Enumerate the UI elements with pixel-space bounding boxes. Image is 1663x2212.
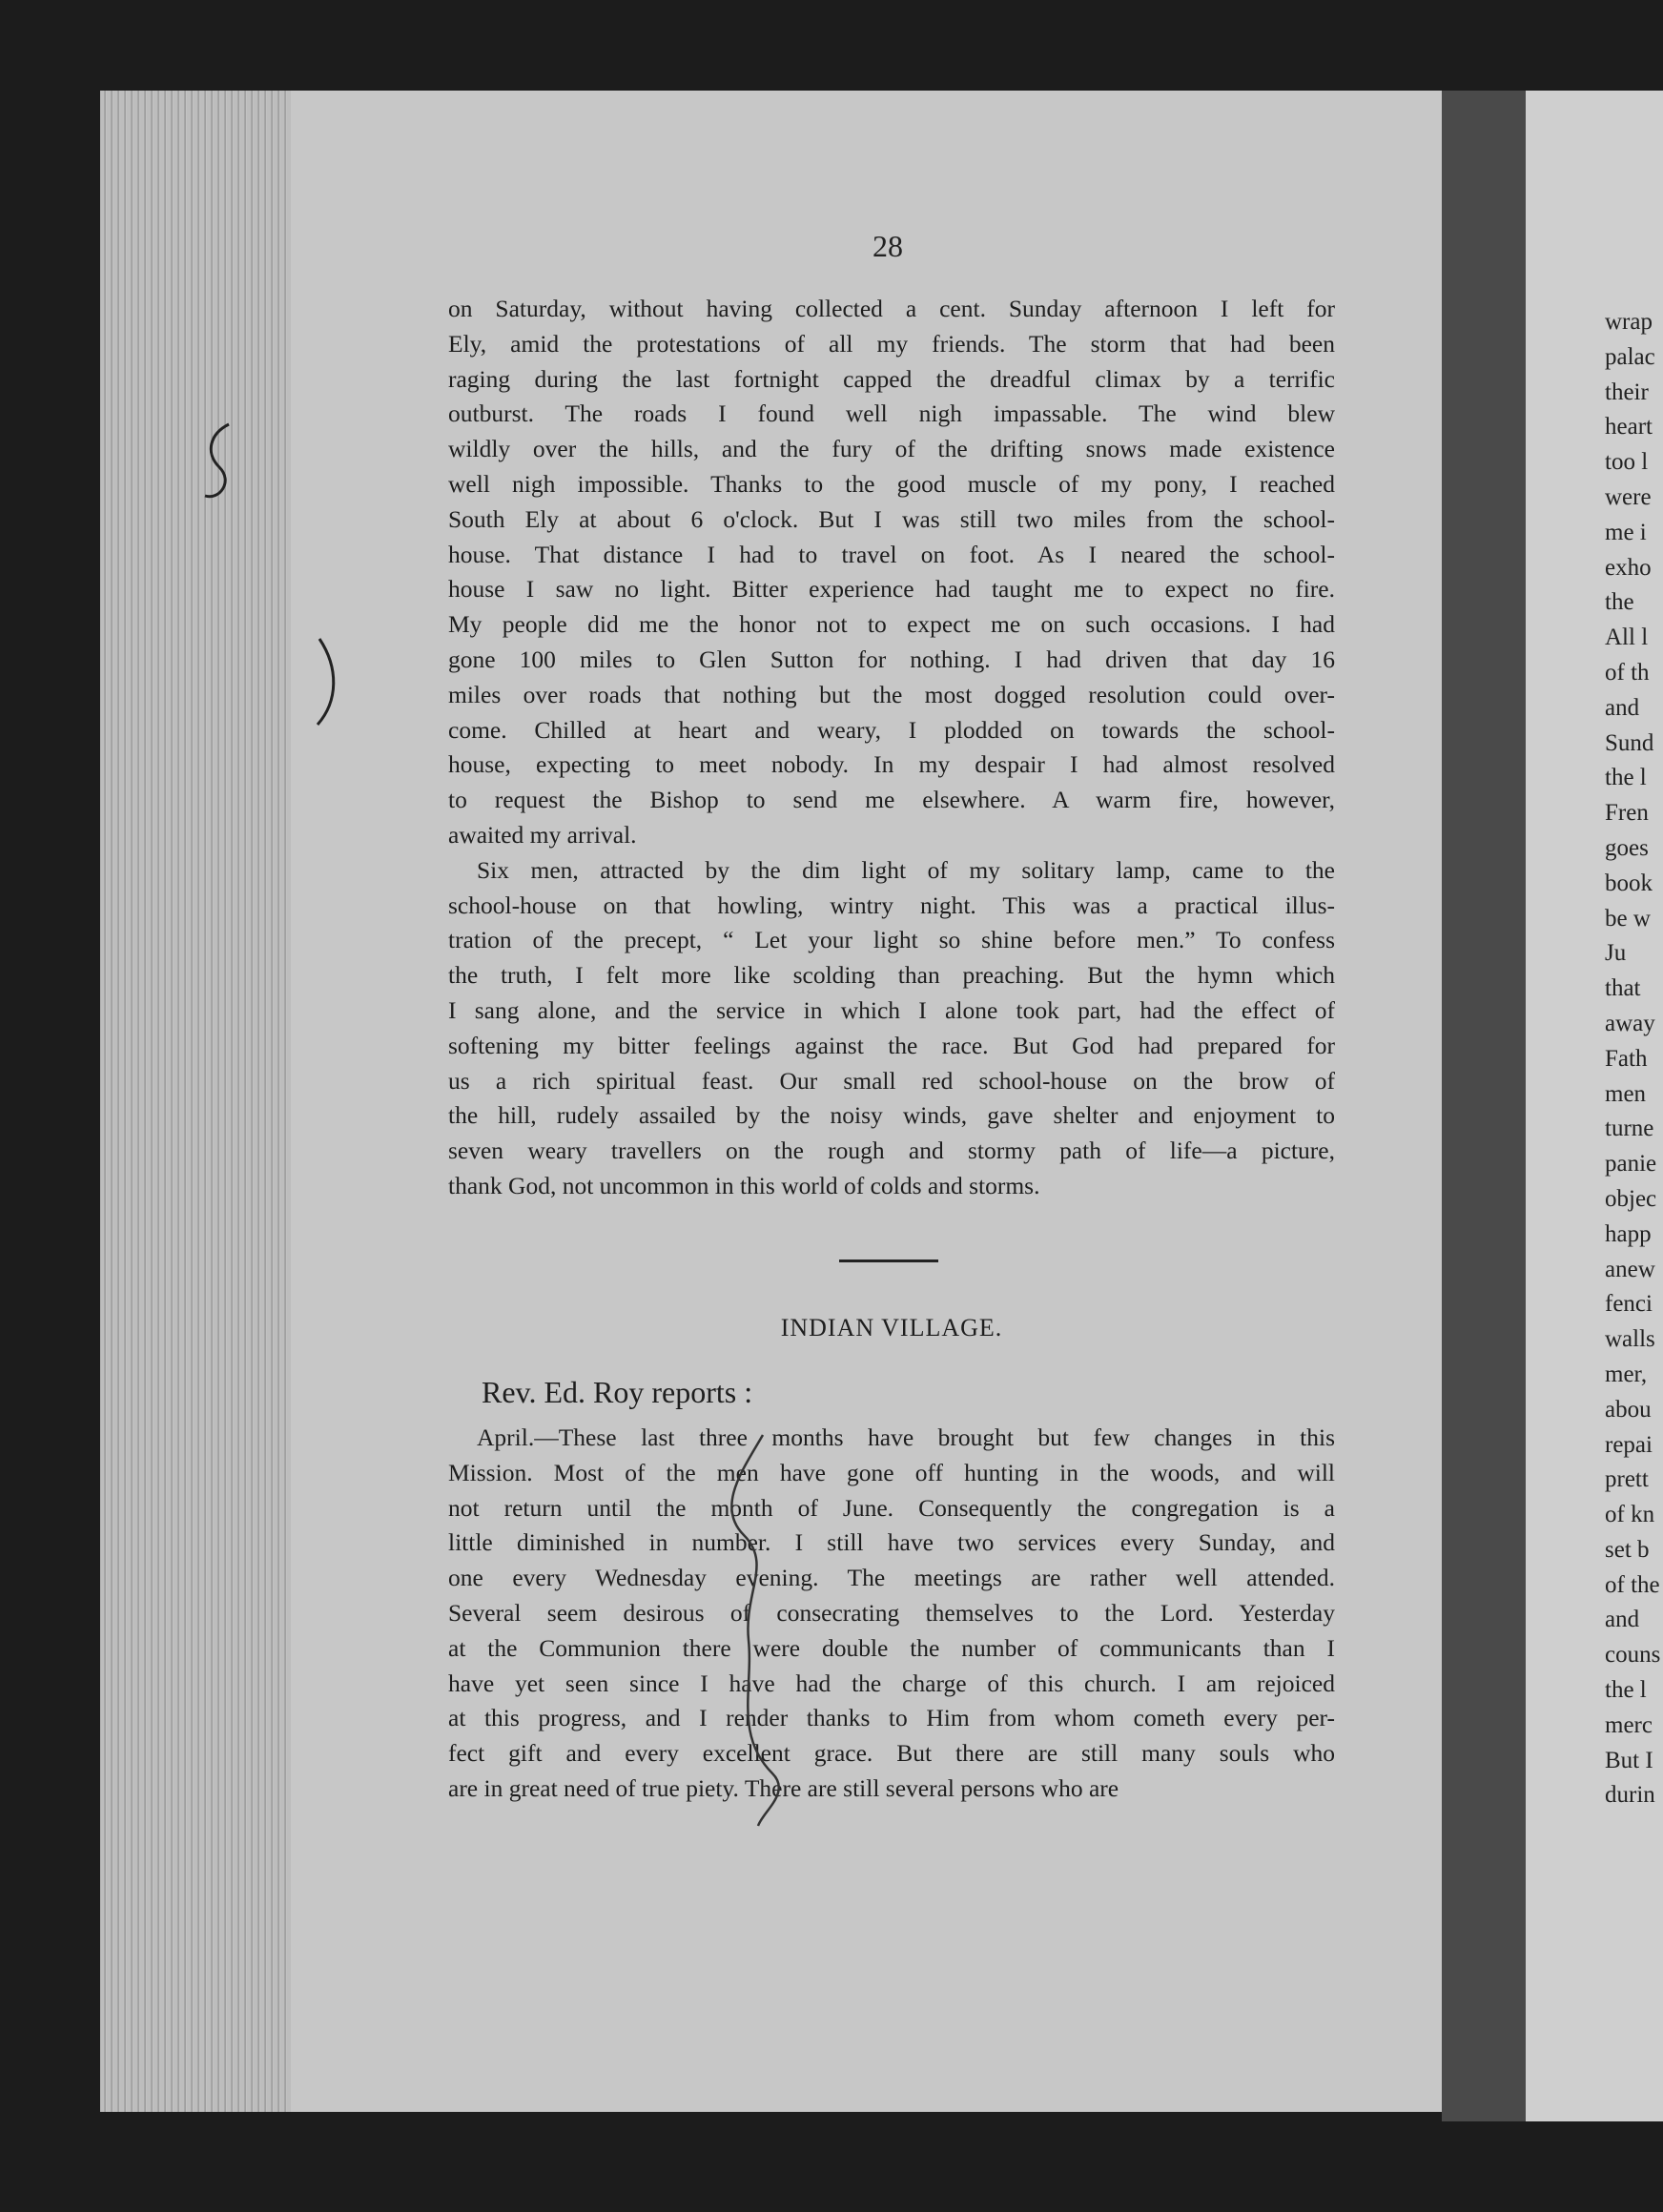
text-line: Mission. Most of the men have gone off hunting in the woods, and will [448,1458,1335,1486]
facing-line: of the [1605,1571,1660,1598]
facing-line: Fath [1605,1045,1648,1072]
text-line: not return until the month of June. Consequently the congregation is a [448,1493,1335,1522]
text-line: softening my bitter feelings against the race. But God had prepared for [448,1031,1335,1059]
facing-line: merc [1605,1711,1653,1738]
text-line: I sang alone, and the service in which I alone took part, had the effect of [448,995,1335,1024]
facing-line: exho [1605,554,1652,581]
section-heading: INDIAN VILLAGE. [780,1314,1003,1342]
text-line: miles over roads that nothing but the most dogged resolution could over- [448,680,1335,708]
facing-line: mer, [1605,1361,1648,1387]
facing-line: and [1605,694,1640,721]
facing-line: too l [1605,449,1649,476]
text-line: raging during the last fortnight capped the dreadful climax by a terrific [448,364,1335,393]
text-line: at this progress, and I render thanks to Him from whom cometh every per- [448,1704,1335,1732]
facing-line: me i [1605,519,1647,545]
facing-line: repai [1605,1431,1653,1458]
facing-line: anew [1605,1256,1655,1282]
text-line: Ely, amid the protestations of all my friends. The storm that had been [448,329,1335,358]
pencil-mark-s [200,420,257,505]
facing-line: book [1605,870,1653,896]
facing-line: Ju [1605,940,1627,967]
book-gutter [1442,91,1526,2121]
facing-line: of kn [1605,1502,1655,1528]
facing-line: Sund [1605,729,1654,756]
facing-line: abou [1605,1396,1652,1423]
text-line: the truth, I felt more like scolding than preaching. But the hymn which [448,961,1335,990]
text-line: South Ely at about 6 o'clock. But I was still two miles from the school- [448,504,1335,533]
text-line: the hill, rudely assailed by the noisy winds, gave shelter and enjoyment to [448,1101,1335,1130]
facing-line: the [1605,589,1634,616]
facing-line: the l [1605,765,1647,791]
facing-line: men [1605,1080,1647,1107]
text-line: little diminished in number. I still have two services every Sunday, and [448,1528,1335,1557]
facing-line: prett [1605,1466,1649,1493]
report-text [448,1421,1335,1807]
text-line: one every Wednesday evening. The meetings are rather well attended. [448,1564,1335,1592]
facing-line: palac [1605,343,1655,370]
facing-line: All l [1605,625,1649,651]
page-edges [100,91,291,2112]
text-line: outburst. The roads I found well nigh impassable. The wind blew [448,399,1335,428]
text-line: to request the Bishop to send me elsewhere. A warm fire, however, [448,786,1335,814]
paragraph-2 [448,853,1335,1204]
body-text [448,292,1335,1204]
page-number: 28 [873,229,903,263]
text-line: school-house on that howling, wintry night. This was a practical illus- [448,891,1335,919]
facing-line: and [1605,1607,1640,1633]
text-line: wildly over the hills, and the fury of the drifting snows made existence [448,435,1335,463]
text-line: house I saw no light. Bitter experience had taught me to expect no fire. [448,575,1335,604]
facing-line: their [1605,379,1649,405]
text-line: Several seem desirous of consecrating themselves to the Lord. Yesterday [448,1598,1335,1627]
text-line: are in great need of true piety. There are still several persons who are [448,1773,1119,1802]
text-line: house, expecting to meet nobody. In my despair I had almost resolved [448,750,1335,779]
facing-line: of th [1605,659,1650,686]
facing-line: walls [1605,1326,1655,1353]
facing-line: couns [1605,1642,1661,1669]
text-line: gone 100 miles to Glen Sutton for nothing. I had driven that day 16 [448,645,1335,673]
text-line: well nigh impossible. Thanks to the good muscle of my pony, I reached [448,469,1335,498]
text-line: awaited my arrival. [448,820,637,849]
facing-line: be w [1605,905,1651,932]
text-line: April.—These last three months have brought but few changes in this [477,1423,1335,1451]
text-line: thank God, not uncommon in this world of colds and storms. [448,1171,1040,1199]
text-line: fect gift and every excellent grace. But there are still many souls who [448,1739,1335,1768]
text-line: at the Communion there were double the number of communicants than I [448,1633,1335,1662]
text-line: us a rich spiritual feast. Our small red school-house on the brow of [448,1066,1335,1095]
text-line: have yet seen since I have had the charge of this church. I am rejoiced [448,1669,1335,1697]
facing-line: goes [1605,834,1649,861]
pencil-mark-scribble [706,1430,820,1831]
facing-line: fenci [1605,1291,1653,1318]
facing-line: the l [1605,1677,1647,1704]
pencil-mark-paren [310,634,348,729]
facing-line: away [1605,1010,1655,1036]
text-line: on Saturday, without having collected a cent. Sunday afternoon I left for [448,295,1335,322]
facing-line: happ [1605,1220,1652,1247]
facing-line: Fren [1605,800,1649,827]
text-line: come. Chilled at heart and weary, I plodded on towards the school- [448,715,1335,744]
text-line: seven weary travellers on the rough and stormy path of life—a picture, [448,1137,1335,1165]
text-line: house. That distance I had to travel on foot. As I neared the school- [448,540,1335,568]
facing-page-text [1605,305,1663,1813]
section-divider [839,1260,938,1262]
text-line: tration of the precept, “ Let your light so shine before men.” To confess [448,926,1335,954]
facing-line: that [1605,975,1641,1002]
facing-line: turne [1605,1116,1654,1142]
text-line: My people did me the honor not to expect me on such occasions. I had [448,610,1335,639]
facing-line: objec [1605,1185,1657,1212]
facing-line: But I [1605,1747,1653,1773]
facing-line: were [1605,483,1652,510]
paragraph-1 [448,292,1335,853]
facing-line: durin [1605,1782,1655,1809]
text-line: Six men, attracted by the dim light of my solitary lamp, came to the [477,855,1335,884]
facing-line: panie [1605,1151,1657,1178]
facing-line: heart [1605,414,1653,440]
report-byline: Rev. Ed. Roy reports : [482,1375,753,1409]
facing-line: wrap [1605,309,1653,335]
facing-line: set b [1605,1536,1650,1563]
